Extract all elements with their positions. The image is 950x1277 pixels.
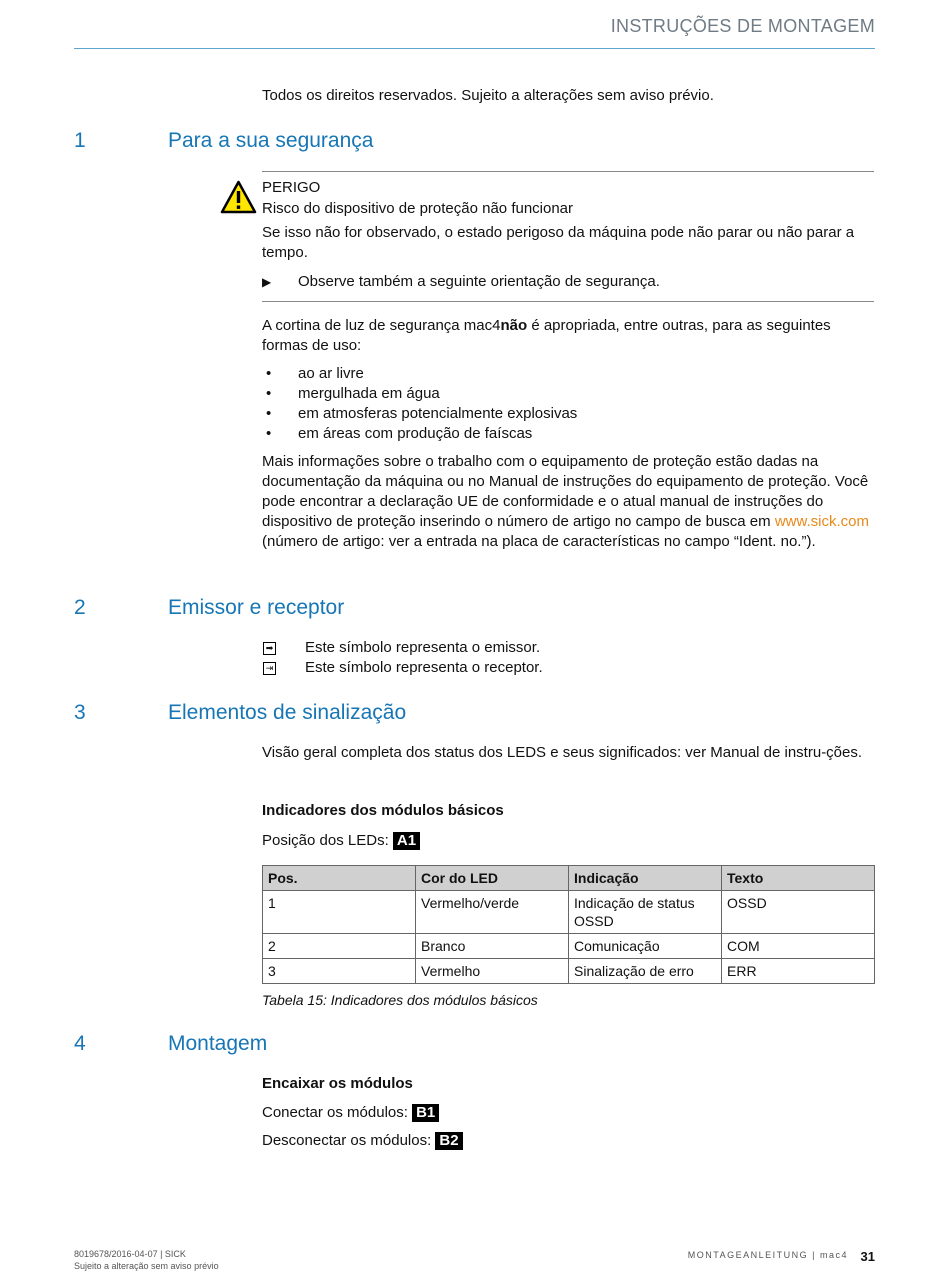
subhead-fit-modules: Encaixar os módulos [262,1075,413,1092]
bullet-icon: • [266,385,272,402]
receiver-symbol-icon: ⇥ [263,662,276,675]
table-row: 1 Vermelho/verde Indicação de status OSSD OSSD [263,891,875,934]
warning-action-text: Observe também a seguinte orientação de segurança. [298,273,660,290]
emphasis-nao: não [500,317,528,334]
led-overview-text: Visão geral completa dos status dos LEDS e seus significados: ver Manual de instru-ções. [262,744,863,761]
warning-triangle-icon [220,180,257,214]
bullet-icon: • [266,365,272,382]
section-1-title: Para a sua segurança [168,129,374,152]
table-row: 2 Branco Comunicação COM [263,934,875,959]
intro-text: Todos os direitos reservados. Sujeito a alterações sem aviso prévio. [262,87,714,104]
warning-heading: PERIGO [262,179,321,196]
section-4-number: 4 [74,1032,86,1055]
col-header-indication: Indicação [569,866,722,891]
warning-subtitle: Risco do dispositivo de proteção não funcionar [262,200,574,217]
warning-top-rule [262,171,874,172]
subhead-basic-indicators: Indicadores dos módulos básicos [262,802,504,819]
receiver-text: Este símbolo representa o receptor. [305,659,543,676]
list-item: • mergulhada em água [266,385,440,402]
disconnect-modules-line: Desconectar os módulos: B2 [262,1131,874,1151]
page-number: 31 [860,1249,875,1264]
sick-link[interactable]: www.sick.com [774,513,869,530]
connect-modules-line: Conectar os módulos: B1 [262,1103,874,1123]
list-item: • ao ar livre [266,365,364,382]
list-item: • em atmosferas potencialmente explosivas [266,405,578,422]
warning-body: Se isso não for observado, o estado perigoso da máquina pode não parar ou não parar a tempo. [262,224,855,261]
warning-action [262,272,874,292]
emitter-line [262,638,874,658]
led-position-line: Posição dos LEDs: A1 [262,831,874,851]
col-header-color: Cor do LED [416,866,569,891]
col-header-text: Texto [722,866,875,891]
section-2-title: Emissor e receptor [168,596,345,619]
usage-paragraph: A cortina de luz de segurança mac4não é apropriada, entre outras, para as seguintes formas de uso: [262,317,831,354]
figure-ref-a1[interactable]: A1 [393,832,420,850]
table-header-row [263,866,875,891]
list-item: • em áreas com produção de faíscas [266,425,533,442]
indicators-table-wrap [262,865,875,984]
section-1-number: 1 [74,129,86,152]
footer-subject: Sujeito a alteração sem aviso prévio [74,1261,219,1271]
emitter-text: Este símbolo representa o emissor. [305,639,541,656]
figure-ref-b1[interactable]: B1 [412,1104,439,1122]
emitter-symbol-icon: ➡ [263,642,276,655]
bullet-icon: • [266,425,272,442]
section-3-number: 3 [74,701,86,724]
section-3-title: Elementos de sinalização [168,701,407,724]
usage-list [262,364,874,444]
header-title: INSTRUÇÕES DE MONTAGEM [610,16,875,36]
footer-right-label: MONTAGEANLEITUNG | mac4 [687,1250,848,1260]
footer-docnum: 8019678/2016-04-07 | SICK [74,1249,186,1259]
info-paragraph: Mais informações sobre o trabalho com o equipamento de proteção estão dadas na documentação da máquina ou no Manual de instruções do equipamento de proteção. Você pode encontrar a declaração UE de conformidade e o atual manual de instruções do dispositivo de proteção inserindo o número de artigo no campo de busca em www.sick.com (número de artigo: ver a entrada na placa de características no campo “Ident. no.”). [262,453,869,550]
col-header-pos: Pos. [263,866,416,891]
warning-bottom-rule [262,301,874,302]
triangle-bullet-icon: ▶ [262,275,272,289]
table-caption: Tabela 15: Indicadores dos módulos básicos [262,992,538,1008]
receiver-line [262,658,874,678]
table-row: 3 Vermelho Sinalização de erro ERR [263,959,875,984]
header-rule [74,48,875,49]
indicators-table [262,865,875,984]
bullet-icon: • [266,405,272,422]
figure-ref-b2[interactable]: B2 [435,1132,462,1150]
footer-left [74,1248,219,1272]
section-2-number: 2 [74,596,86,619]
section-4-title: Montagem [168,1032,268,1055]
